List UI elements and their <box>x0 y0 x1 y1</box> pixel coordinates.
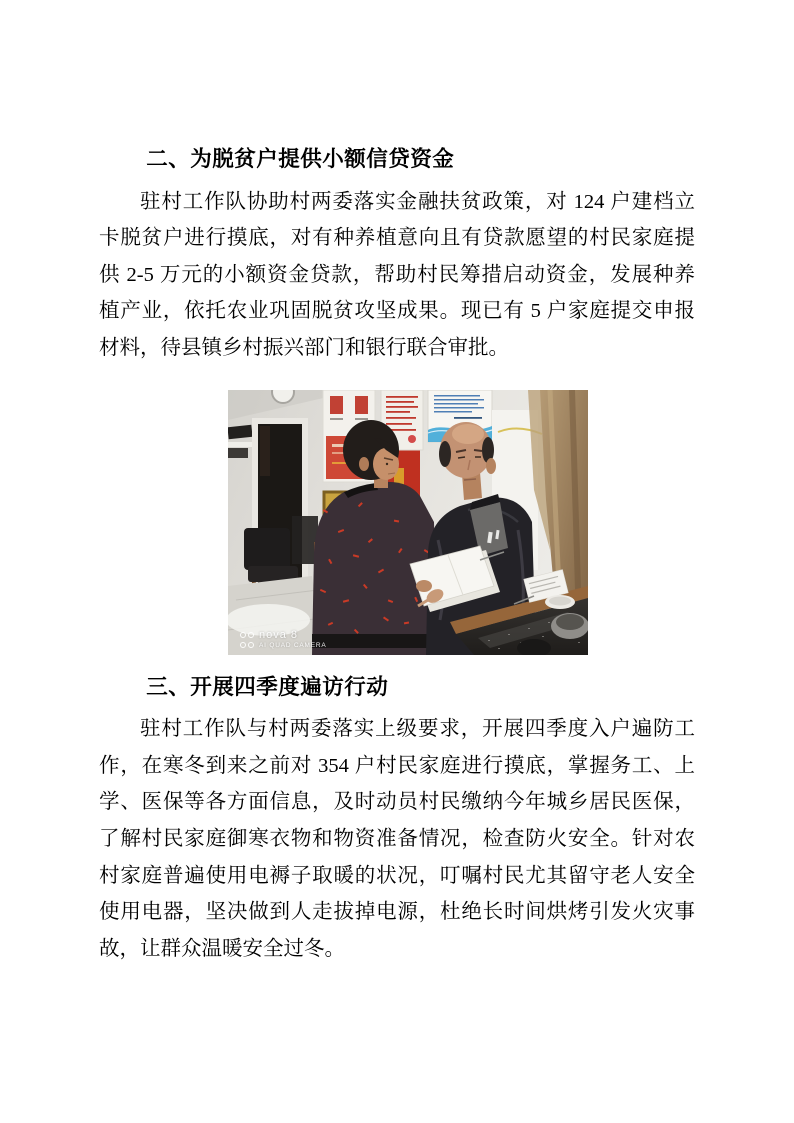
section-heading-3: 三、开展四季度遍访行动 <box>146 674 389 699</box>
text-line: 了解村民家庭御寒衣物和物资准备情况，检查防火安全。针对农 <box>99 827 695 850</box>
watermark-caption: AI QUAD CAMERA <box>259 641 327 649</box>
watermark-brand: nova 8 <box>259 628 299 641</box>
paragraph-section2 <box>99 184 695 367</box>
text-line: 学、医保等各方面信息，及时动员村民缴纳今年城乡居民医保， <box>99 791 695 814</box>
text-line: 材料，待县镇乡村振兴部门和银行联合审批。 <box>99 336 509 359</box>
camera-watermark <box>240 628 327 649</box>
quad-lens-camera-icon <box>240 632 254 638</box>
section-heading-2: 二、为脱贫户提供小额信贷资金 <box>146 147 455 171</box>
paragraph-section3 <box>99 711 695 967</box>
text-line: 故，让群众温暖安全过冬。 <box>99 937 345 960</box>
inline-photo <box>228 390 588 655</box>
quad-lens-camera-icon <box>240 642 254 648</box>
photo-scene <box>228 390 588 655</box>
text-line: 供 2-5 万元的小额资金贷款，帮助村民筹措启动资金，发展种养 <box>99 263 695 286</box>
wall-clock <box>272 390 294 403</box>
text-line: 驻村工作队与村两委落实上级要求，开展四季度入户遍防工 <box>140 718 695 741</box>
text-line: 卡脱贫户进行摸底，对有种养植意向且有贷款愿望的村民家庭提 <box>99 227 695 250</box>
text-line: 植产业，依托农业巩固脱贫攻坚成果。现已有 5 户家庭提交申报 <box>99 300 695 323</box>
text-line: 使用电器，坚决做到人走拔掉电源，杜绝长时间烘烤引发火灾事 <box>99 901 695 924</box>
text-line: 作，在寒冬到来之前对 354 户村民家庭进行摸底，掌握务工、上 <box>99 754 695 777</box>
text-line: 驻村工作队协助村两委落实金融扶贫政策，对 124 户建档立 <box>140 190 695 213</box>
right-man-hair <box>439 441 451 467</box>
text-line: 村家庭普遍使用电褥子取暖的状况，叮嘱村民尤其留守老人安全 <box>99 864 695 887</box>
